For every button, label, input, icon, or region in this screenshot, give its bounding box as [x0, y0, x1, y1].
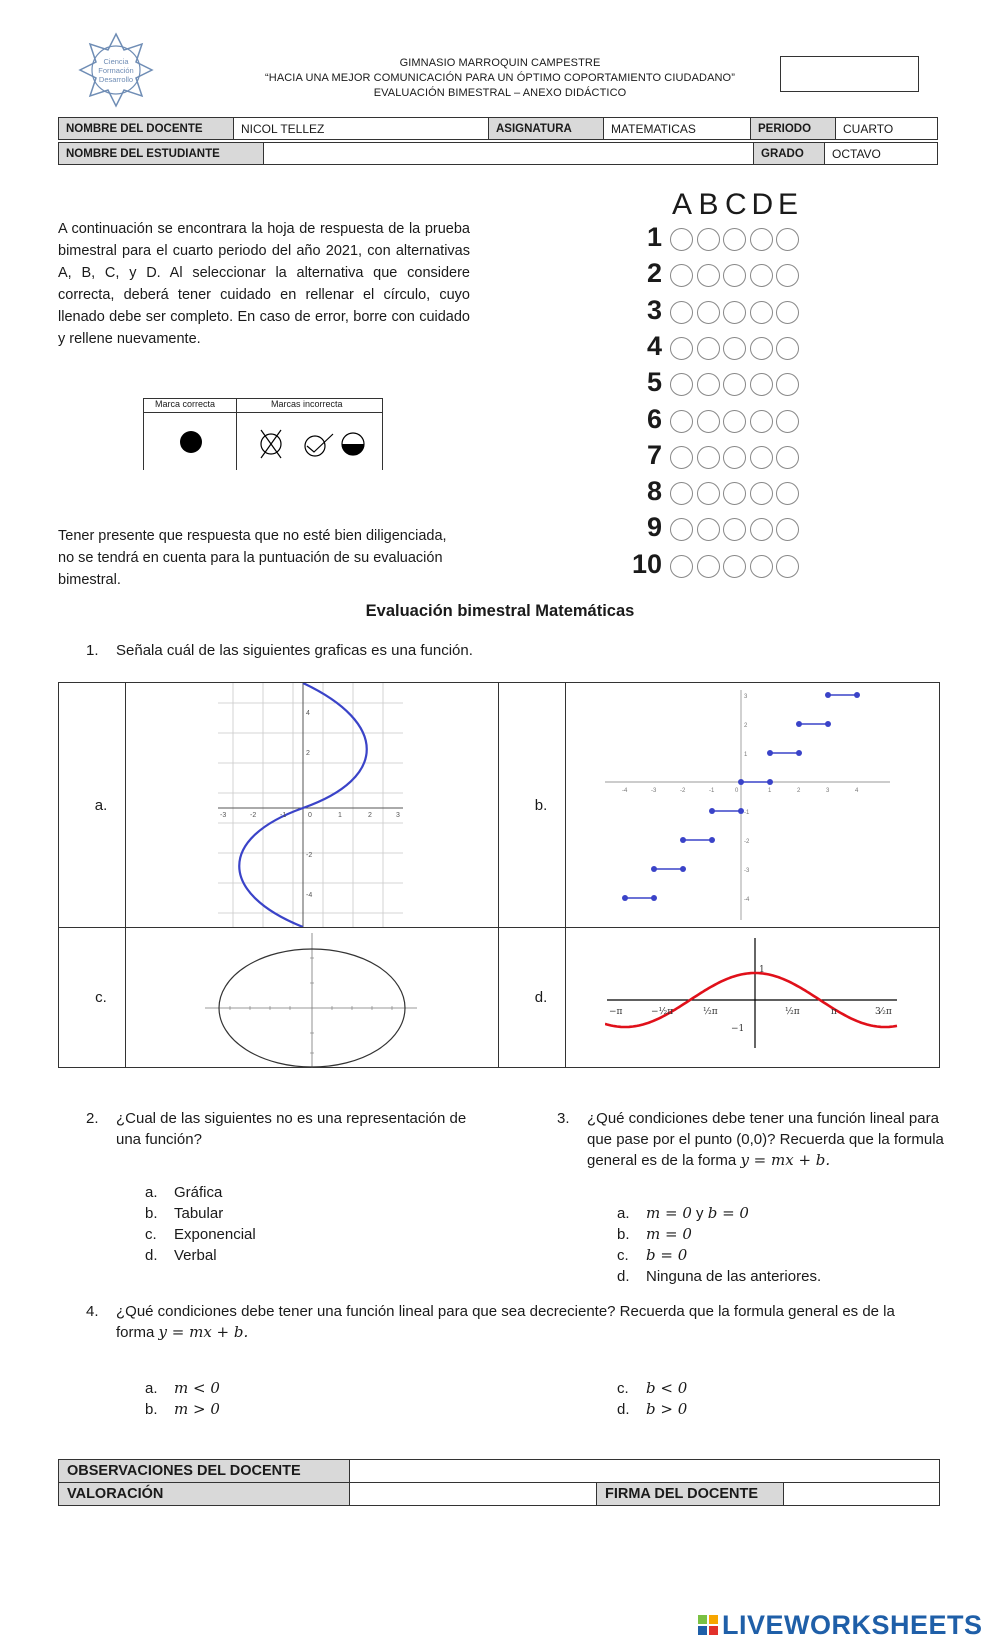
- option-b-cell[interactable]: [499, 683, 566, 928]
- graph-b: [605, 690, 895, 920]
- graph-d-tick: π: [831, 1007, 837, 1017]
- answer-bubble-5-e[interactable]: [776, 373, 799, 396]
- answer-bubble-4-d[interactable]: [750, 337, 773, 360]
- answer-bubble-2-d[interactable]: [750, 264, 773, 287]
- estudiante-label: NOMBRE DEL ESTUDIANTE: [59, 143, 264, 165]
- graph-b-xtick: 1: [768, 788, 772, 794]
- answer-letter-c: C: [725, 188, 747, 221]
- answer-bubble-9-c[interactable]: [723, 518, 746, 541]
- graph-b-xtick: -3: [651, 788, 657, 794]
- asignatura-value: MATEMATICAS: [604, 118, 751, 140]
- answer-bubble-8-e[interactable]: [776, 482, 799, 505]
- option-c-label: c.: [95, 989, 107, 1006]
- graph-d-tick: ½π: [703, 1007, 718, 1017]
- graph-a-xtick: -1: [280, 812, 287, 819]
- answer-bubble-8-d[interactable]: [750, 482, 773, 505]
- q1-text: Señala cuál de las siguientes graficas es una función.: [116, 642, 473, 659]
- graph-b-ytick: 1: [744, 752, 748, 758]
- answer-bubble-6-d[interactable]: [750, 410, 773, 433]
- school-name: GIMNASIO MARROQUIN CAMPESTRE: [399, 57, 601, 69]
- option-a-cell[interactable]: [59, 683, 126, 928]
- answer-row-number: 7: [646, 439, 662, 470]
- answer-bubble-7-d[interactable]: [750, 446, 773, 469]
- answer-bubble-7-b[interactable]: [697, 446, 720, 469]
- answer-bubble-2-b[interactable]: [697, 264, 720, 287]
- q3-text-line1: ¿Qué condiciones debe tener una función lineal para: [587, 1110, 939, 1127]
- graph-d: [605, 938, 900, 1048]
- check-mark-icon: [305, 436, 325, 456]
- answer-bubble-1-e[interactable]: [776, 228, 799, 251]
- step-endpoint: [680, 837, 686, 843]
- exam-title: Evaluación bimestral Matemáticas: [365, 602, 635, 620]
- answer-bubble-5-d[interactable]: [750, 373, 773, 396]
- answer-bubble-6-e[interactable]: [776, 410, 799, 433]
- graph-c: [205, 928, 420, 1068]
- q4-text: ¿Qué condiciones debe tener una función lineal para que sea decreciente? Recuerda que la formula general es de la forma y = mx + b.: [116, 1303, 895, 1341]
- step-endpoint: [680, 866, 686, 872]
- answer-bubble-2-a[interactable]: [670, 264, 693, 287]
- q2-option-b[interactable]: b. Tabular: [145, 1205, 224, 1222]
- answer-bubble-8-a[interactable]: [670, 482, 693, 505]
- graph-b-xtick: 3: [826, 788, 830, 794]
- answer-row-number: 2: [646, 258, 662, 289]
- firma-input[interactable]: [784, 1483, 940, 1506]
- step-endpoint: [767, 779, 773, 785]
- instructions-note: Tener presente que respuesta que no esté bien diligenciada, no se tendrá en cuenta para la puntuación de su evaluación bimestral.: [58, 528, 447, 588]
- step-endpoint: [738, 779, 744, 785]
- answer-bubble-2-c[interactable]: [723, 264, 746, 287]
- liveworksheets-text: LIVEWORKSHEETS: [722, 1609, 983, 1640]
- answer-bubble-4-c[interactable]: [723, 337, 746, 360]
- svg-text:Formación: Formación: [98, 66, 134, 75]
- mark-examples: [143, 398, 383, 470]
- answer-bubble-3-a[interactable]: [670, 301, 693, 324]
- option-c-cell[interactable]: [59, 928, 126, 1068]
- q2-option-a[interactable]: a. Gráfica: [145, 1184, 223, 1201]
- observaciones-input[interactable]: [350, 1460, 940, 1483]
- docente-label: NOMBRE DEL DOCENTE: [59, 118, 234, 140]
- graph-b-xtick: -4: [622, 788, 628, 794]
- option-b-label: b.: [534, 796, 548, 814]
- answer-row-number: 8: [646, 476, 662, 507]
- answer-bubble-1-b[interactable]: [697, 228, 720, 251]
- q4-number: 4.: [86, 1303, 99, 1320]
- graph-a-ytick: 2: [306, 750, 310, 757]
- q4-option-d[interactable]: d. b > 0: [617, 1400, 688, 1418]
- answer-bubble-4-b[interactable]: [697, 337, 720, 360]
- answer-letter-e: E: [778, 188, 799, 221]
- answer-bubble-8-c[interactable]: [723, 482, 746, 505]
- q1-number: 1.: [86, 642, 99, 659]
- answer-bubble-7-a[interactable]: [670, 446, 693, 469]
- step-endpoint: [796, 750, 802, 756]
- instructions-intro: A continuación se encontrara la hoja de respuesta de la prueba bimestral para el cuarto periodo del año 2021, con alternativas A, B, C, y D. Al seleccionar la alternativa que considere correcta, deberá tener cuidado en rellenar el círculo, cuyo llenado debe ser completo. En caso de error, borre con cuidado y rellene nuevamente.: [58, 221, 470, 347]
- graph-b-xtick: -1: [709, 788, 715, 794]
- graph-b-ytick: -1: [744, 810, 750, 816]
- answer-letter-a: A: [672, 188, 693, 221]
- graph-a-xtick: -3: [220, 812, 227, 819]
- answer-row-number: 5: [646, 367, 662, 398]
- liveworksheets-logo-icon: [698, 1615, 718, 1635]
- periodo-label: PERIODO: [751, 118, 836, 140]
- answer-row-number: 4: [646, 330, 662, 361]
- q2-text-line1: ¿Cual de las siguientes no es una representación de: [116, 1110, 467, 1127]
- answer-row-number: 10: [631, 548, 662, 579]
- answer-bubble-7-c[interactable]: [723, 446, 746, 469]
- graph-b-ytick: -3: [744, 868, 750, 874]
- correct-mark-icon: [180, 431, 202, 453]
- option-d-cell[interactable]: [499, 928, 566, 1068]
- answer-bubble-10-b[interactable]: [697, 555, 720, 578]
- grade-box[interactable]: [780, 56, 919, 92]
- info-table: [58, 117, 938, 140]
- graph-b-ytick: 3: [744, 694, 748, 700]
- graph-d-tick: −π: [609, 1007, 623, 1017]
- graph-b-xtick: 4: [855, 788, 859, 794]
- step-endpoint: [651, 895, 657, 901]
- answer-bubble-4-e[interactable]: [776, 337, 799, 360]
- answer-row-number: 1: [646, 222, 662, 252]
- graph-b-xtick: -2: [680, 788, 686, 794]
- valoracion-label: VALORACIÓN: [59, 1483, 350, 1506]
- answer-bubble-5-a[interactable]: [670, 373, 693, 396]
- mark-incorrect-label: Marcas incorrecta: [271, 399, 343, 409]
- graph-b-ytick: -2: [744, 839, 750, 845]
- q3-number: 3.: [557, 1110, 570, 1127]
- q3-formula: y = mx + b.: [740, 1151, 831, 1169]
- graph-d-tick: 3⁄₂π: [875, 1007, 892, 1017]
- graph-a-ytick: -4: [306, 892, 313, 899]
- grado-label: GRADO: [754, 143, 825, 165]
- mark-icons: [143, 412, 383, 470]
- footer-table: [58, 1459, 940, 1506]
- answer-letter-b: B: [698, 188, 719, 221]
- graph-b-xtick: 2: [797, 788, 801, 794]
- liveworksheets-brand: [698, 1610, 983, 1640]
- asignatura-label: ASIGNATURA: [489, 118, 604, 140]
- answer-bubble-9-d[interactable]: [750, 518, 773, 541]
- q2-option-d[interactable]: d. Verbal: [145, 1247, 217, 1264]
- graph-a-xtick: -2: [250, 812, 257, 819]
- answer-bubble-7-e[interactable]: [776, 446, 799, 469]
- option-d-label: d.: [534, 989, 548, 1006]
- grado-value: OCTAVO: [825, 143, 938, 165]
- graph-b-ytick: 2: [744, 723, 748, 729]
- graph-d-tick: −½π: [651, 1007, 674, 1017]
- q4-option-a[interactable]: a. m < 0: [145, 1379, 220, 1397]
- estudiante-input[interactable]: [264, 143, 754, 165]
- valoracion-input[interactable]: [350, 1483, 597, 1506]
- q3-text-line2: que pase por el punto (0,0)? Recuerda que la formula: [587, 1131, 944, 1148]
- svg-text:Ciencia: Ciencia: [103, 57, 129, 66]
- answer-bubble-9-b[interactable]: [697, 518, 720, 541]
- document-subtitle: EVALUACIÓN BIMESTRAL – ANEXO DIDÁCTICO: [373, 87, 627, 99]
- answer-bubble-3-e[interactable]: [776, 301, 799, 324]
- answer-bubble-6-a[interactable]: [670, 410, 693, 433]
- answer-bubble-3-d[interactable]: [750, 301, 773, 324]
- school-logo: [76, 30, 156, 110]
- step-endpoint: [709, 808, 715, 814]
- answer-bubble-4-a[interactable]: [670, 337, 693, 360]
- q4-option-b[interactable]: b. m > 0: [145, 1400, 220, 1418]
- answer-letter-d: D: [751, 188, 774, 221]
- periodo-value: CUARTO: [836, 118, 938, 140]
- answer-bubble-6-b[interactable]: [697, 410, 720, 433]
- graph-a-xtick: 0: [308, 812, 312, 819]
- answer-bubble-10-c[interactable]: [723, 555, 746, 578]
- graph-a: [218, 683, 403, 927]
- answer-bubble-8-b[interactable]: [697, 482, 720, 505]
- graph-d-minus-one: −1: [731, 1024, 745, 1034]
- q2-number: 2.: [86, 1110, 99, 1127]
- answer-bubble-6-c[interactable]: [723, 410, 746, 433]
- answer-row-number: 3: [646, 294, 662, 325]
- school-motto: “HACIA UNA MEJOR COMUNICACIÓN PARA UN ÓPTIMO COPORTAMIENTO CIUDADANO”: [265, 72, 735, 84]
- firma-label: FIRMA DEL DOCENTE: [597, 1483, 784, 1506]
- answer-bubble-10-d[interactable]: [750, 555, 773, 578]
- step-endpoint: [796, 721, 802, 727]
- svg-text:Desarrollo: Desarrollo: [98, 75, 134, 84]
- info-table-2: [58, 142, 938, 165]
- answer-bubble-1-a[interactable]: [670, 228, 693, 251]
- q2-text-line2: una función?: [116, 1131, 202, 1148]
- graph-a-ytick: 4: [306, 710, 310, 717]
- q4-formula: y = mx + b.: [158, 1323, 249, 1341]
- answer-bubble-9-e[interactable]: [776, 518, 799, 541]
- answer-bubble-3-c[interactable]: [723, 301, 746, 324]
- answer-row-number: 9: [646, 512, 662, 543]
- q4-option-c[interactable]: c. b < 0: [617, 1379, 688, 1397]
- graph-d-one: 1: [759, 965, 765, 975]
- graph-a-xtick: 2: [368, 812, 372, 819]
- q3-option-b[interactable]: b. m = 0: [617, 1225, 692, 1243]
- q3-option-a[interactable]: a. m = 0 y b = 0: [617, 1204, 749, 1222]
- step-endpoint: [825, 721, 831, 727]
- q3-text-line3: general es de la forma y = mx + b.: [587, 1151, 831, 1169]
- q3-option-d[interactable]: d. Ninguna de las anteriores.: [617, 1268, 822, 1285]
- answer-bubble-5-b[interactable]: [697, 373, 720, 396]
- mark-correct-label: Marca correcta: [155, 399, 216, 409]
- step-endpoint: [825, 692, 831, 698]
- graph-a-xtick: 3: [396, 812, 400, 819]
- step-endpoint: [854, 692, 860, 698]
- observaciones-label: OBSERVACIONES DEL DOCENTE: [59, 1460, 350, 1483]
- answer-bubble-9-a[interactable]: [670, 518, 693, 541]
- step-endpoint: [709, 837, 715, 843]
- answer-bubble-5-c[interactable]: [723, 373, 746, 396]
- graph-b-ytick: -4: [744, 897, 750, 903]
- step-endpoint: [651, 866, 657, 872]
- answer-bubble-3-b[interactable]: [697, 301, 720, 324]
- step-endpoint: [767, 750, 773, 756]
- graph-d-tick: ½π: [785, 1007, 800, 1017]
- q3-option-c[interactable]: c. b = 0: [617, 1246, 688, 1264]
- q2-option-c[interactable]: c. Exponencial: [145, 1226, 256, 1243]
- answer-bubble-1-d[interactable]: [750, 228, 773, 251]
- graph-a-xtick: 1: [338, 812, 342, 819]
- step-endpoint: [622, 895, 628, 901]
- answer-bubble-1-c[interactable]: [723, 228, 746, 251]
- option-a-label: a.: [94, 796, 108, 814]
- answer-bubble-10-e[interactable]: [776, 555, 799, 578]
- answer-bubble-2-e[interactable]: [776, 264, 799, 287]
- docente-value: NICOL TELLEZ: [234, 118, 489, 140]
- graph-b-xtick: 0: [735, 788, 739, 794]
- answer-bubble-10-a[interactable]: [670, 555, 693, 578]
- answer-row-number: 6: [646, 403, 662, 434]
- graph-a-ytick: -2: [306, 852, 313, 859]
